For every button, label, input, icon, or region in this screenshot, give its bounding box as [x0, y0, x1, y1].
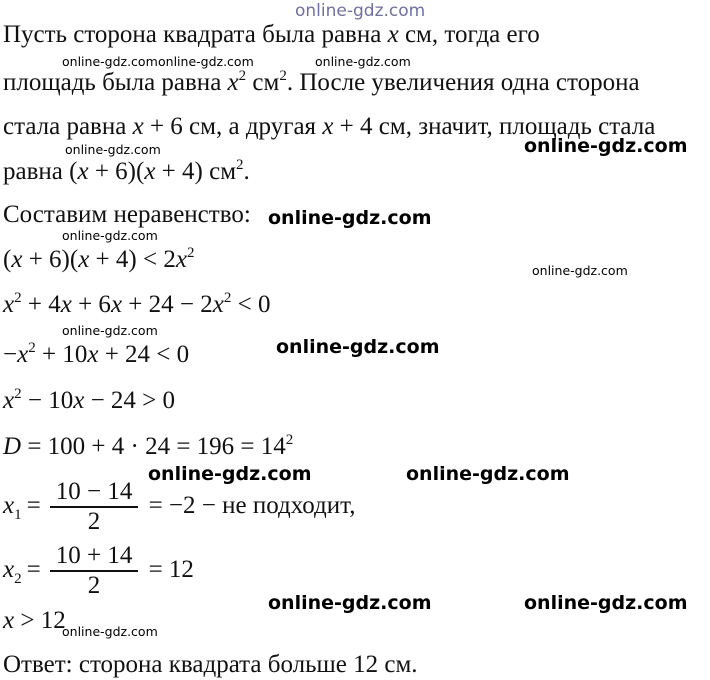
- text-segment: см: [246, 69, 280, 96]
- equals-sign: =: [26, 492, 41, 519]
- inequality-2: [3, 290, 270, 320]
- math-segment: = 100 + 4 · 24 = 196 = 14: [21, 433, 286, 460]
- variable-x: x: [322, 113, 334, 140]
- variable-x: x: [144, 158, 156, 185]
- watermark: online-gdz.com: [315, 54, 411, 69]
- fraction-denominator: 2: [50, 506, 139, 536]
- variable-x: x: [3, 492, 15, 519]
- watermark: online-gdz.com: [62, 54, 158, 69]
- variable-x: x: [73, 387, 85, 414]
- watermark: online-gdz.com: [268, 207, 432, 229]
- text-segment: + 4) см: [155, 158, 237, 185]
- text-line-5: [3, 200, 251, 230]
- answer-line: [3, 650, 418, 680]
- math-segment: + 4: [21, 291, 61, 318]
- variable-x: x: [3, 387, 15, 414]
- math-segment: − 24 > 0: [84, 387, 176, 414]
- variable-x: x: [132, 113, 144, 140]
- variable-x: x: [17, 341, 29, 368]
- math-segment: + 6: [71, 291, 111, 318]
- watermark: online-gdz.com: [268, 592, 432, 614]
- variable-x: x: [77, 158, 89, 185]
- math-segment: −: [3, 341, 18, 368]
- watermark: online-gdz.com: [62, 323, 158, 338]
- exponent: 2: [279, 68, 287, 84]
- text-segment: + 6)(: [88, 158, 145, 185]
- answer-text: Ответ: сторона квадрата больше 12 см.: [3, 651, 418, 678]
- inequality-4: [3, 386, 175, 416]
- watermark: online-gdz.com: [532, 263, 628, 278]
- math-segment: + 4) < 2: [89, 246, 176, 273]
- math-segment: + 10: [35, 341, 88, 368]
- math-segment: < 0: [231, 291, 271, 318]
- watermark: online-gdz.com: [295, 1, 426, 21]
- fraction: [50, 542, 139, 600]
- text-line-2: [3, 68, 640, 98]
- math-segment: + 24 − 2: [122, 291, 213, 318]
- math-segment: + 24 < 0: [98, 341, 190, 368]
- discriminant: [3, 432, 293, 462]
- variable-x: x: [11, 246, 23, 273]
- exponent: 2: [238, 68, 247, 84]
- variable-x: x: [227, 69, 239, 96]
- math-segment: − 10: [21, 387, 74, 414]
- text-segment: + 4 см, значит, площадь стала: [333, 113, 656, 140]
- watermark: online-gdz.com: [158, 54, 254, 69]
- exponent: 2: [14, 290, 22, 306]
- exponent: 2: [223, 290, 232, 306]
- root-x2: [3, 540, 194, 600]
- variable-x: x: [78, 246, 90, 273]
- root-x1: [3, 476, 355, 536]
- text-segment: + 6 см, а другая: [143, 113, 323, 140]
- inequality-3: [3, 340, 189, 370]
- watermark: online-gdz.com: [406, 463, 570, 485]
- math-segment: = 12: [142, 556, 194, 583]
- variable-x: x: [3, 556, 15, 583]
- exponent: 2: [28, 340, 36, 356]
- fraction: [50, 478, 139, 536]
- text-segment: стала равна: [3, 113, 133, 140]
- variable-x: x: [110, 291, 123, 318]
- text-segment: .: [243, 158, 250, 185]
- text-segment: равна (: [3, 158, 78, 185]
- fraction-denominator: 2: [50, 570, 139, 600]
- variable-x: x: [3, 607, 15, 634]
- exponent: 2: [285, 432, 294, 448]
- subscript: 1: [14, 507, 22, 523]
- exponent: 2: [186, 245, 195, 261]
- watermark: online-gdz.com: [62, 624, 158, 639]
- watermark: online-gdz.com: [62, 228, 158, 243]
- exponent: 2: [236, 157, 244, 173]
- subscript: 2: [14, 571, 22, 587]
- text-segment: Составим неравенство:: [3, 201, 251, 228]
- variable-x: x: [60, 291, 72, 318]
- text-segment: см, тогда его: [398, 21, 540, 48]
- text-segment: Пусть сторона квадрата была равна: [3, 21, 388, 48]
- variable-d: D: [3, 433, 22, 460]
- math-segment: + 6)(: [22, 246, 79, 273]
- fraction-numerator: 10 − 14: [55, 478, 133, 506]
- variable-x: x: [212, 291, 224, 318]
- watermark: online-gdz.com: [276, 336, 440, 358]
- inequality-1: [3, 245, 194, 275]
- watermark: online-gdz.com: [524, 592, 688, 614]
- math-segment: = −2 − не подходит,: [142, 492, 356, 519]
- text-segment: . После увеличения одна сторона: [286, 69, 640, 96]
- watermark: online-gdz.com: [148, 463, 312, 485]
- text-segment: площадь была равна: [3, 69, 228, 96]
- fraction-numerator: 10 + 14: [55, 542, 133, 570]
- watermark: online-gdz.com: [524, 135, 688, 157]
- text-line-4: [3, 157, 250, 187]
- math-segment: (: [3, 246, 12, 273]
- watermark: online-gdz.com: [65, 142, 161, 157]
- variable-x: x: [387, 21, 399, 48]
- variable-x: x: [3, 291, 15, 318]
- math-segment: > 12: [14, 607, 66, 634]
- equals-sign: =: [26, 556, 41, 583]
- exponent: 2: [14, 386, 22, 402]
- variable-x: x: [87, 341, 99, 368]
- variable-x: x: [175, 246, 187, 273]
- text-line-1: [3, 20, 540, 50]
- final-inequality: [3, 606, 66, 636]
